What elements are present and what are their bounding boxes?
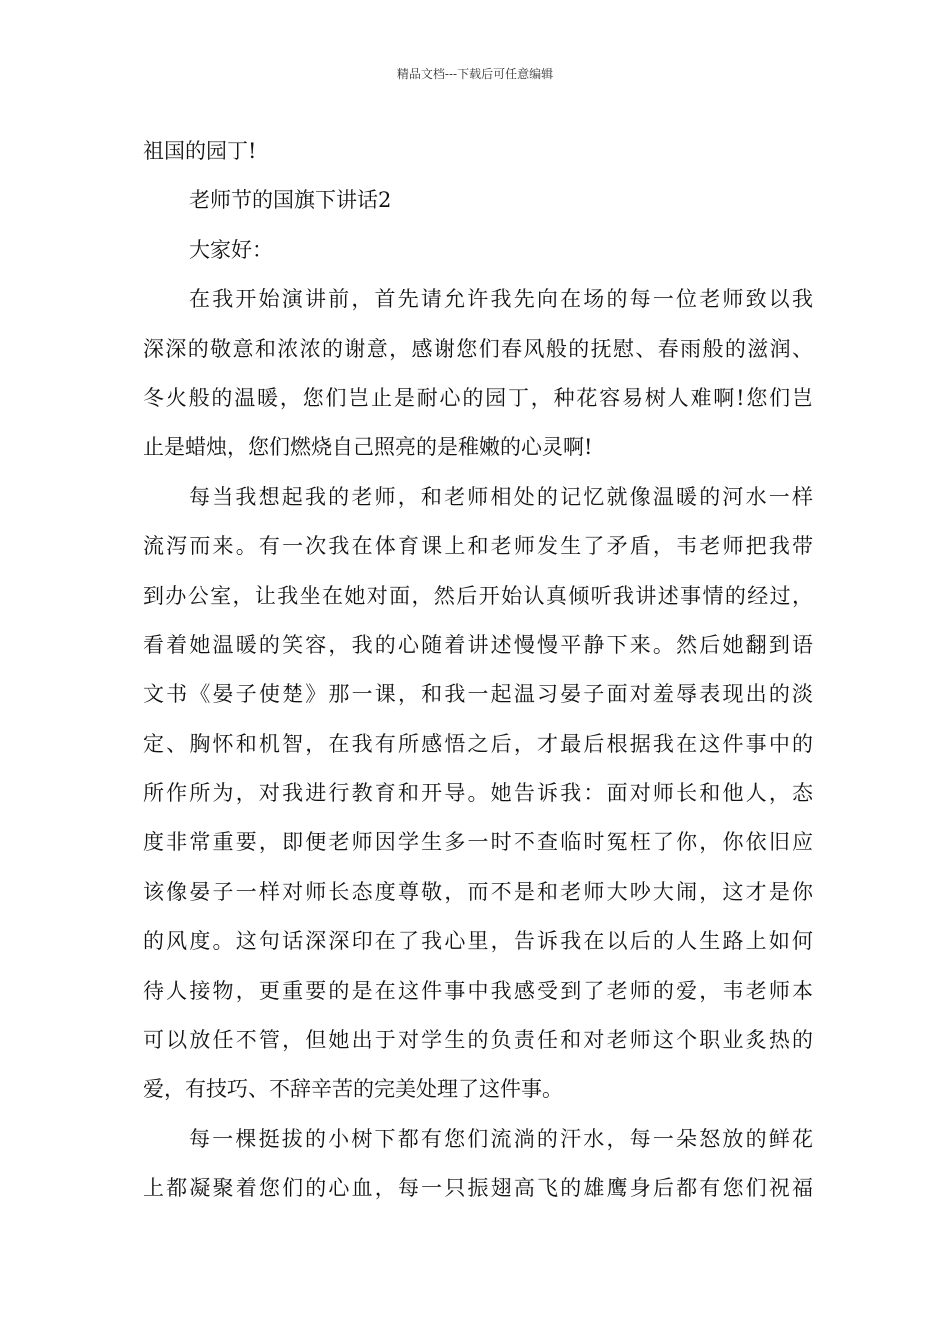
text-line: 该像晏子一样对师长态度尊敬，而不是和老师大吵大闹，这才是你 [143,879,813,904]
text-line: 大家好： [189,237,273,262]
text-line: 每当我想起我的老师，和老师相处的记忆就像温暖的河水一样 [189,484,813,509]
text-line: 看着她温暖的笑容，我的心随着讲述慢慢平静下来。然后她翻到语 [143,632,813,657]
text-line: 的风度。这句话深深印在了我心里，告诉我在以后的人生路上如何 [143,929,813,954]
text-line: 可以放任不管，但她出于对学生的负责任和对老师这个职业炙热的 [143,1028,813,1053]
text-line: 流泻而来。有一次我在体育课上和老师发生了矛盾，韦老师把我带 [143,534,813,559]
text-line: 深深的敬意和浓浓的谢意，感谢您们春风般的抚慰、春雨般的滋润、 [143,336,813,361]
text-line: 每一棵挺拔的小树下都有您们流淌的汗水，每一朵怒放的鲜花 [189,1126,813,1151]
text-line: 文书《晏子使楚》那一课，和我一起温习晏子面对羞辱表现出的淡 [143,682,813,707]
text-line: 待人接物，更重要的是在这件事中我感受到了老师的爱，韦老师本 [143,978,813,1003]
text-line: 止是蜡烛，您们燃烧自己照亮的是稚嫩的心灵啊! [143,435,593,460]
text-line: 上都凝聚着您们的心血，每一只振翅高飞的雄鹰身后都有您们祝福 [143,1176,813,1201]
document-body [143,127,813,1214]
text-line: 老师节的国旗下讲话2 [189,188,392,213]
text-line: 祖国的园丁! [143,139,257,163]
text-line: 到办公室，让我坐在她对面，然后开始认真倾听我讲述事情的经过， [143,583,813,608]
text-line: 在我开始演讲前，首先请允许我先向在场的每一位老师致以我 [189,287,813,312]
text-line: 冬火般的温暖，您们岂止是耐心的园丁，种花容易树人难啊!您们岂 [143,385,813,410]
page-header: 精品文档---下载后可任意编辑 [396,67,554,81]
text-line: 定、胸怀和机智，在我有所感悟之后，才最后根据我在这件事中的 [143,731,813,756]
text-line: 度非常重要，即便老师因学生多一时不查临时冤枉了你，你依旧应 [143,830,813,855]
text-line: 爱，有技巧、不辞辛苦的完美处理了这件事。 [143,1077,563,1102]
text-line: 所作所为，对我进行教育和开导。她告诉我：面对师长和他人，态 [143,781,813,806]
